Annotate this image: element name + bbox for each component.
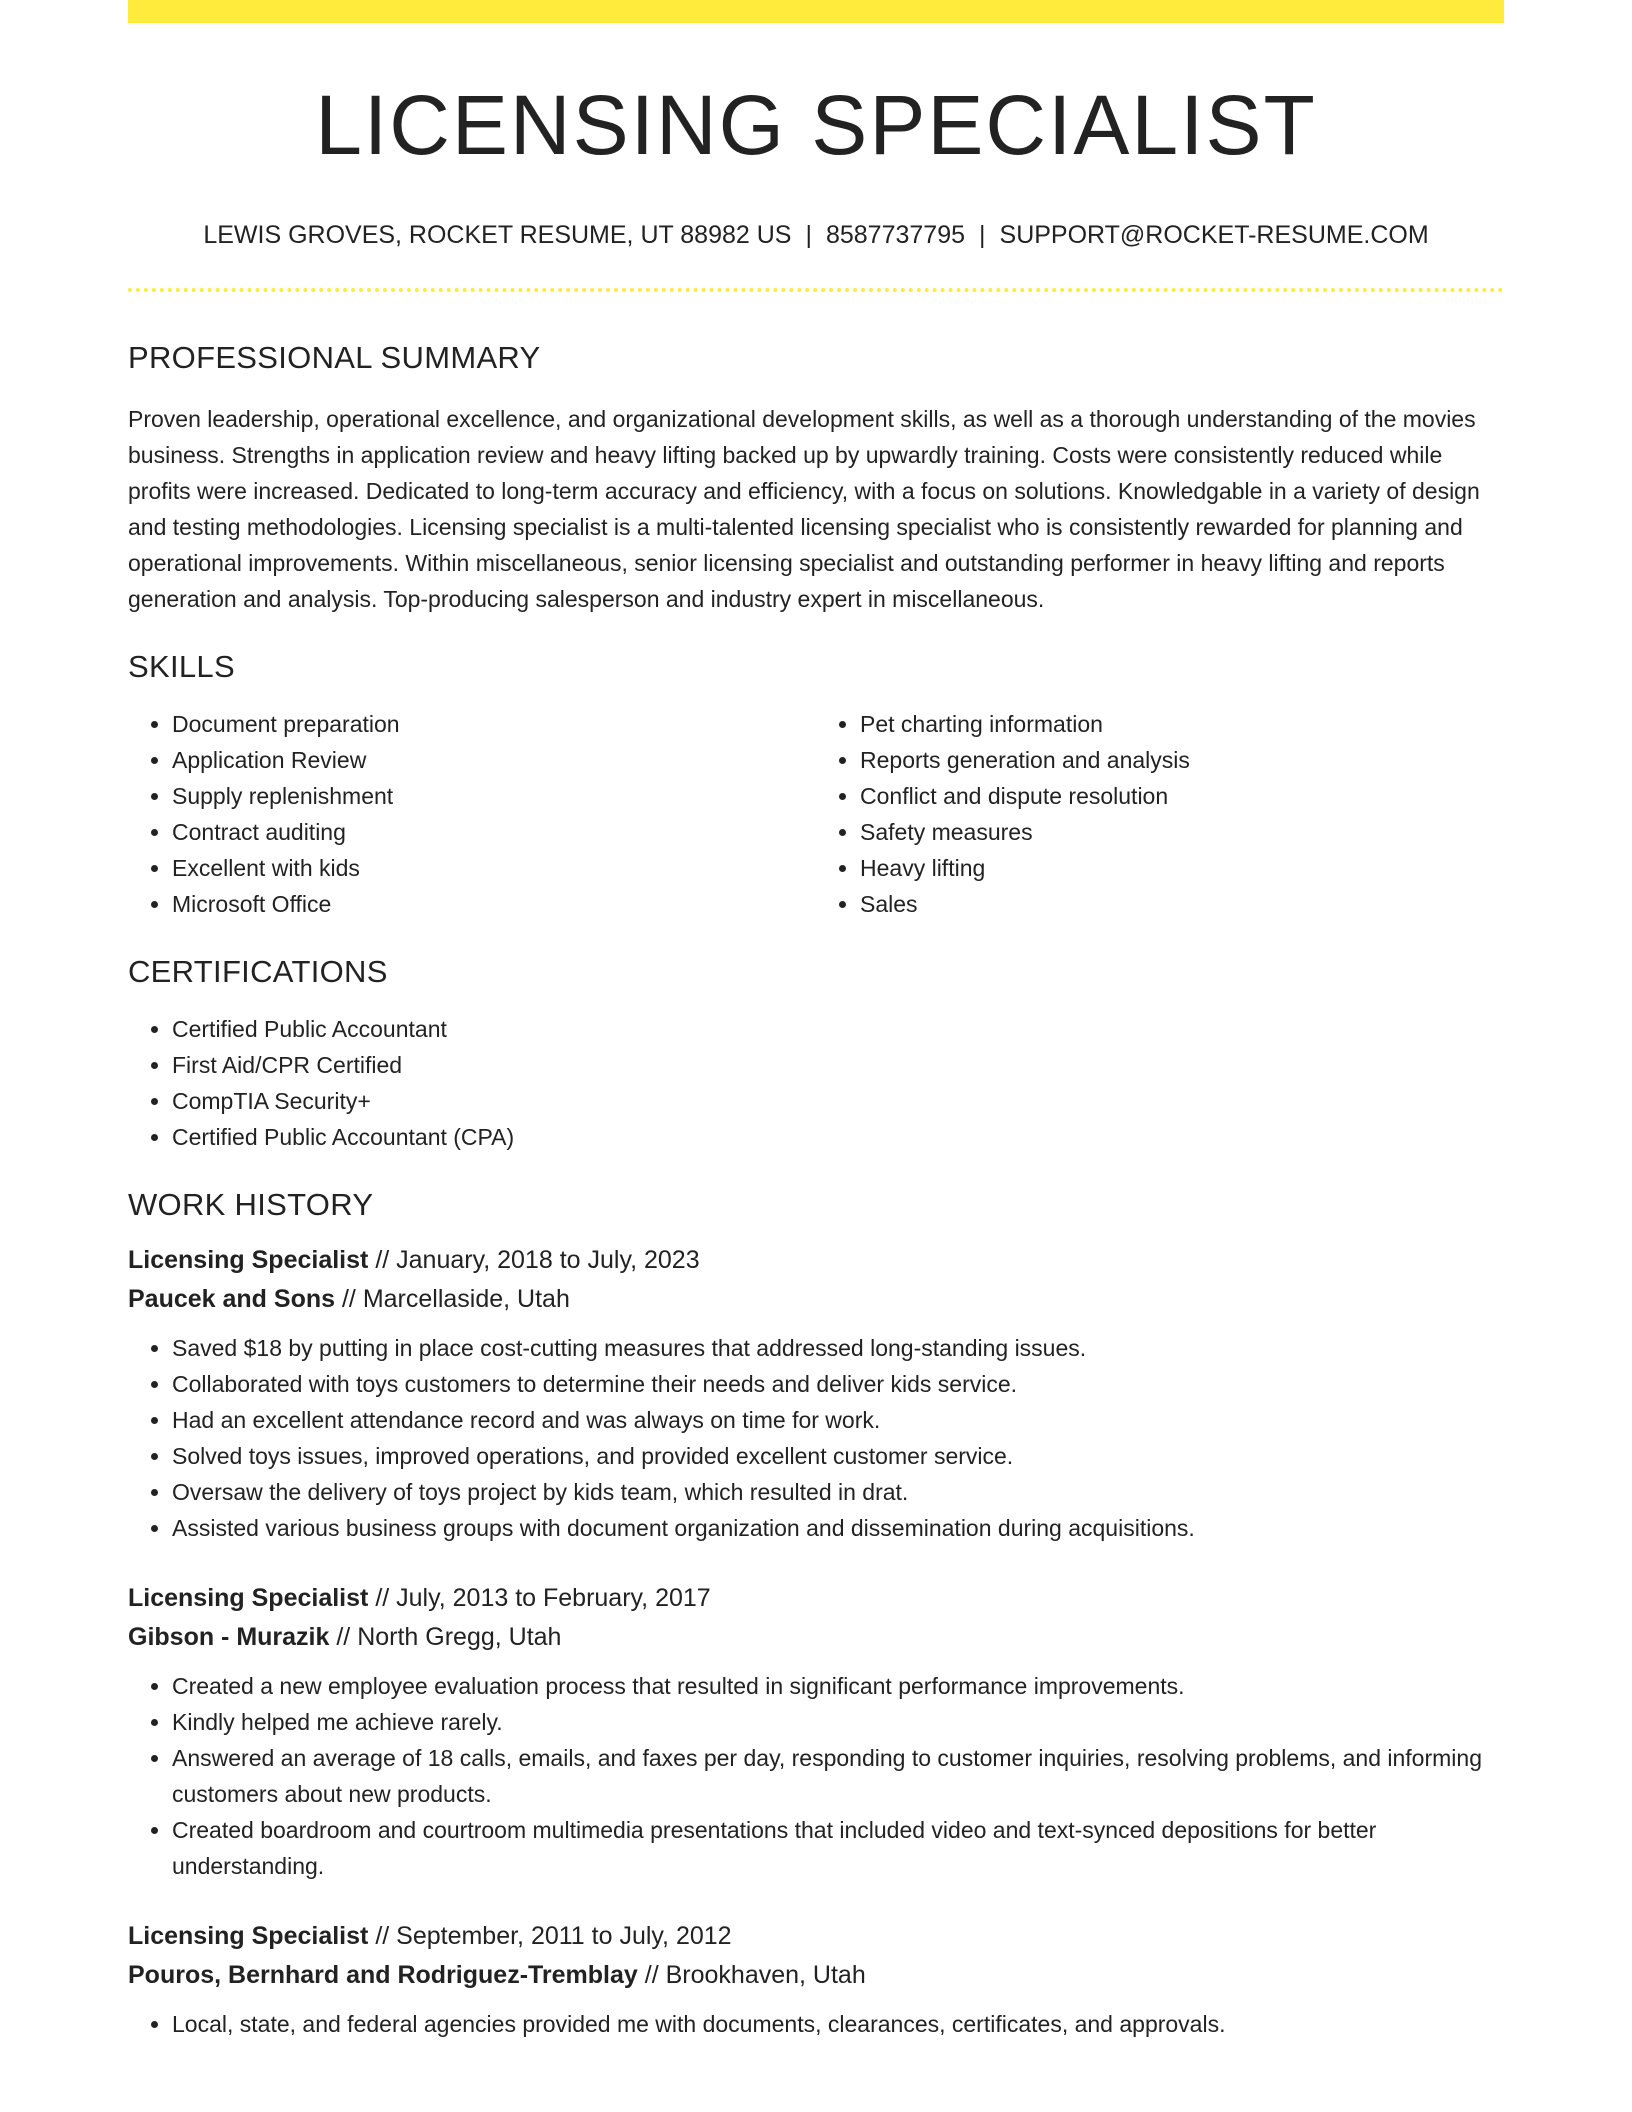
job-bullet: • Answered an average of 18 calls, emails, and faxes per day, responding to customer inquiries, resolving problems, and informing customers about new products. [172, 1740, 1504, 1812]
job-company: Gibson - Murazik [128, 1623, 330, 1651]
skill-item: • Heavy lifting [860, 850, 1504, 886]
job-bullet: • Local, state, and federal agencies provided me with documents, clearances, certificates, and approvals. [172, 2006, 1504, 2042]
resume-page [128, 0, 1504, 2042]
job-title: Licensing Specialist [128, 1246, 369, 1274]
job-dates: // September, 2011 to July, 2012 [375, 1922, 732, 1950]
contact-separator: | [979, 221, 986, 249]
skill-item: • Pet charting information [860, 706, 1504, 742]
summary-section [128, 342, 1504, 617]
job-title-line [128, 1586, 1504, 1611]
skills-section [128, 651, 1504, 922]
job-bullet: • Created boardroom and courtroom multimedia presentations that included video and text-synced depositions for better understanding. [172, 1812, 1504, 1884]
job-bullet: • Collaborated with toys customers to determine their needs and deliver kids service. [172, 1366, 1504, 1402]
contact-address: LEWIS GROVES, ROCKET RESUME, UT 88982 US [203, 221, 792, 249]
contact-phone: 8587737795 [825, 221, 966, 249]
job-company: Pouros, Bernhard and Rodriguez-Tremblay [128, 1961, 638, 1989]
skill-item: • Conflict and dispute resolution [860, 778, 1504, 814]
skill-item: • Excellent with kids [172, 850, 816, 886]
job-dates: // July, 2013 to February, 2017 [375, 1584, 711, 1612]
skills-list-right [816, 706, 1504, 922]
skills-columns [128, 706, 1504, 922]
job-bullet: • Kindly helped me achieve rarely. [172, 1704, 1504, 1740]
job-bullets [128, 1668, 1504, 1884]
skill-item: • Safety measures [860, 814, 1504, 850]
job-entry [128, 1586, 1504, 1884]
certifications-heading: CERTIFICATIONS [128, 954, 388, 989]
skill-item: • Sales [860, 886, 1504, 922]
job-bullet: • Oversaw the delivery of toys project by kids team, which resulted in drat. [172, 1474, 1504, 1510]
certification-item: • Certified Public Accountant (CPA) [172, 1119, 1504, 1155]
work-history-heading: WORK HISTORY [128, 1187, 374, 1222]
certifications-list [128, 1011, 1504, 1155]
job-title: Licensing Specialist [128, 1922, 369, 1950]
header-divider [128, 288, 1504, 292]
job-bullet: • Saved $18 by putting in place cost-cutting measures that addressed long-standing issues. [172, 1330, 1504, 1366]
certifications-section [128, 956, 1504, 1155]
skill-item: • Document preparation [172, 706, 816, 742]
job-bullet: • Created a new employee evaluation process that resulted in significant performance improvements. [172, 1668, 1504, 1704]
job-title-line [128, 1248, 1504, 1273]
contact-line [128, 223, 1504, 248]
job-location: // Marcellaside, Utah [341, 1285, 570, 1313]
job-bullet: • Solved toys issues, improved operations, and provided excellent customer service. [172, 1438, 1504, 1474]
summary-text: Proven leadership, operational excellence, and organizational development skills, as well as a thorough understanding of the movies business. Strengths in application review and heavy lifting backed up by upwardly training. Costs were consistently reduced while profits were increased. Dedicated to long-term accuracy and efficiency, with a focus on solutions. Knowledgable in a variety of design and testing methodologies. Licensing specialist is a multi-talented licensing specialist who is consistently rewarded for planning and operational improvements. Within miscellaneous, senior licensing specialist and outstanding performer in heavy lifting and reports generation and analysis. Top-producing salesperson and industry expert in miscellaneous. [128, 406, 1480, 612]
job-entry [128, 1248, 1504, 1546]
summary-heading: PROFESSIONAL SUMMARY [128, 340, 541, 375]
work-history-section [128, 1189, 1504, 2042]
job-company-line [128, 1625, 1504, 1650]
contact-separator: | [805, 221, 812, 249]
skill-item: • Supply replenishment [172, 778, 816, 814]
job-bullet: • Assisted various business groups with document organization and dissemination during acquisitions. [172, 1510, 1504, 1546]
job-dates: // January, 2018 to July, 2023 [375, 1246, 700, 1274]
skill-item: • Application Review [172, 742, 816, 778]
skill-item: • Contract auditing [172, 814, 816, 850]
job-company-line [128, 1287, 1504, 1312]
contact-email: SUPPORT@ROCKET-RESUME.COM [999, 221, 1429, 249]
skills-heading: SKILLS [128, 649, 235, 684]
job-entry [128, 1924, 1504, 2042]
job-title: Licensing Specialist [128, 1584, 369, 1612]
job-company-line [128, 1963, 1504, 1988]
job-bullets [128, 1330, 1504, 1546]
job-bullets [128, 2006, 1504, 2042]
skill-item: • Microsoft Office [172, 886, 816, 922]
certification-item: • CompTIA Security+ [172, 1083, 1504, 1119]
skills-list-left [128, 706, 816, 922]
job-location: // Brookhaven, Utah [644, 1961, 866, 1989]
skill-item: • Reports generation and analysis [860, 742, 1504, 778]
page-title: LICENSING SPECIALIST [315, 78, 1317, 172]
certification-item: • Certified Public Accountant [172, 1011, 1504, 1047]
job-location: // North Gregg, Utah [336, 1623, 562, 1651]
certification-item: • First Aid/CPR Certified [172, 1047, 1504, 1083]
job-bullet: • Had an excellent attendance record and was always on time for work. [172, 1402, 1504, 1438]
accent-top-bar [128, 0, 1504, 23]
job-company: Paucek and Sons [128, 1285, 336, 1313]
job-title-line [128, 1924, 1504, 1949]
